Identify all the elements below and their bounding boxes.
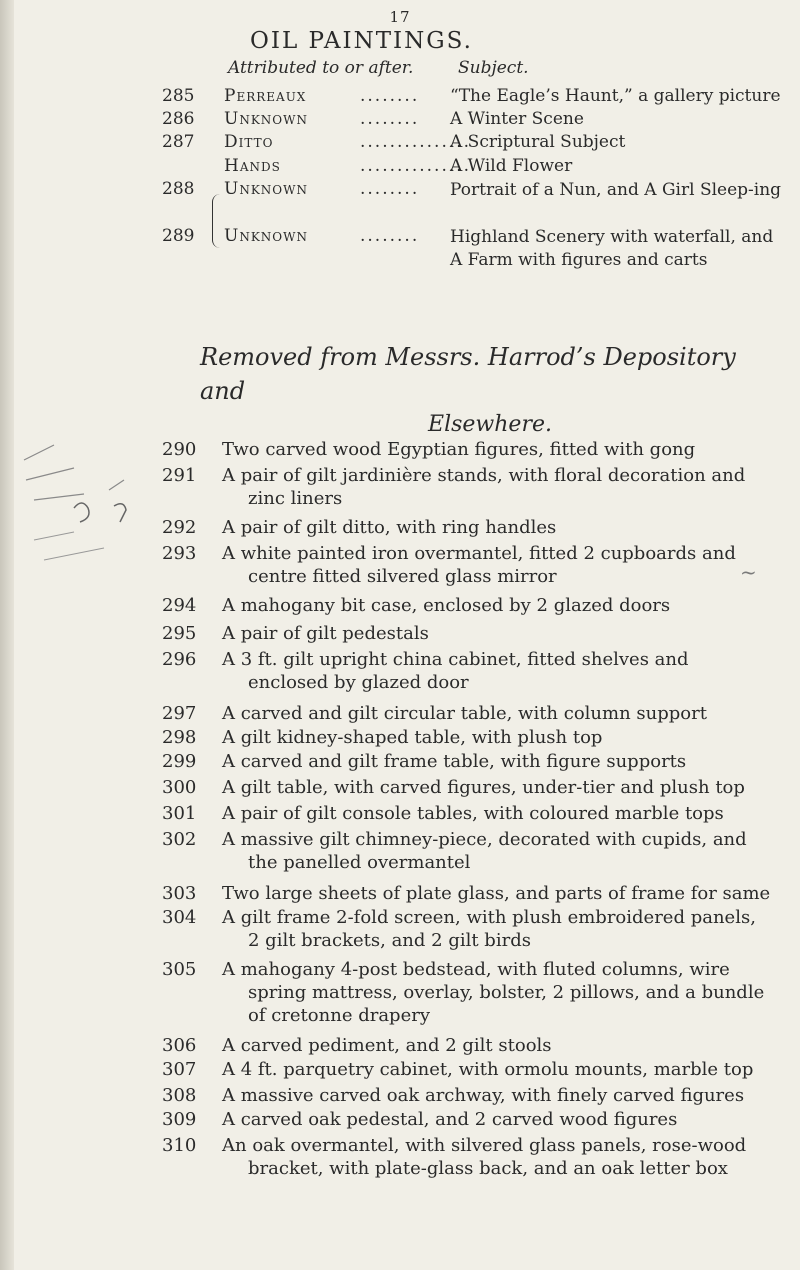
description-line: A white painted iron overmantel, fitted 2 cupboards and (222, 543, 736, 564)
leader-dots: ........ (360, 109, 420, 129)
artist-name: Unknown (224, 109, 308, 129)
lot-number: 286 (162, 109, 195, 129)
description-line: spring mattress, overlay, bolster, 2 pillows, and a bundle (248, 982, 765, 1003)
artist-name: Hands (224, 156, 281, 176)
leader-dots: ............... (360, 156, 472, 176)
lot-number: 287 (162, 132, 195, 152)
lot-number: 310 (162, 1135, 197, 1156)
lot-number: 291 (162, 465, 197, 486)
description-line: bracket, with plate-glass back, and an oak letter box (248, 1158, 728, 1179)
lot-description (222, 906, 782, 952)
description-line: A gilt kidney-shaped table, with plush top (222, 727, 603, 748)
lot-number: 301 (162, 803, 197, 824)
lot-number: 298 (162, 727, 197, 748)
artist-name: Unknown (224, 226, 308, 246)
description-line: 2 gilt brackets, and 2 gilt birds (248, 930, 531, 951)
column-header-subject: Subject. (458, 58, 529, 78)
lot-number: 300 (162, 777, 197, 798)
artist-name: Unknown (224, 179, 308, 199)
painting-subject: A Winter Scene (450, 109, 584, 129)
painting-subject: “The Eagle’s Haunt,” a gallery picture (450, 86, 781, 106)
description-line: centre fitted silvered glass mirror (248, 566, 557, 587)
lot-number: 295 (162, 623, 197, 644)
lot-number: 303 (162, 883, 197, 904)
margin-sketch (14, 420, 154, 580)
lot-description (222, 438, 782, 461)
description-line: zinc liners (248, 488, 343, 509)
lot-number: 296 (162, 649, 197, 670)
description-line: Two carved wood Egyptian figures, fitted with gong (222, 439, 696, 460)
painting-subject: A Wild Flower (450, 156, 573, 176)
description-line: the panelled overmantel (248, 852, 471, 873)
lot-description (222, 516, 782, 539)
lot-number: 302 (162, 829, 197, 850)
description-line: A carved pediment, and 2 gilt stools (222, 1035, 552, 1056)
lot-number: 307 (162, 1059, 197, 1080)
description-line: A carved and gilt frame table, with figure supports (222, 751, 687, 772)
lot-number: 309 (162, 1109, 197, 1130)
page-number: 17 (389, 8, 411, 26)
description-line: A 4 ft. parquetry cabinet, with ormolu mounts, marble top (222, 1059, 754, 1080)
lot-number: 294 (162, 595, 197, 616)
lot-description (222, 1134, 782, 1180)
section-heading-line: Elsewhere. (428, 412, 552, 437)
lot-description (222, 726, 782, 749)
description-line: enclosed by glazed door (248, 672, 469, 693)
lot-number: 305 (162, 959, 197, 980)
lot-description (222, 750, 782, 773)
description-line: Two large sheets of plate glass, and parts of frame for same (222, 883, 771, 904)
column-header-attributed: Attributed to or after. (228, 58, 414, 78)
lot-number: 306 (162, 1035, 197, 1056)
lot-number: 297 (162, 703, 197, 724)
lot-description (222, 1034, 782, 1057)
lot-number: 304 (162, 907, 197, 928)
lot-number: 289 (162, 226, 195, 246)
leader-dots: ........ (360, 226, 420, 246)
artist-name: Perreaux (224, 86, 307, 106)
painting-subject: Portrait of a Nun, and A Girl Sleep-ing (450, 180, 782, 200)
lot-number: 293 (162, 543, 197, 564)
description-line: A pair of gilt console tables, with coloured marble tops (222, 803, 724, 824)
lot-description (222, 802, 782, 825)
lot-number: 292 (162, 517, 197, 538)
lot-description (222, 776, 782, 799)
page-title: OIL PAINTINGS. (250, 28, 473, 54)
page-edge (0, 0, 14, 1270)
lot-number: 308 (162, 1085, 197, 1106)
description-line: A mahogany 4-post bedstead, with fluted columns, wire (222, 959, 730, 980)
lot-number: 288 (162, 179, 195, 199)
lot-description (222, 1108, 782, 1131)
lot-description (222, 702, 782, 725)
painting-subject: Highland Scenery with waterfall, and A Farm with figures and carts (450, 227, 774, 270)
description-line: A mahogany bit case, enclosed by 2 glazed doors (222, 595, 671, 616)
description-line: A carved and gilt circular table, with column support (222, 703, 707, 724)
leader-dots: ........ (360, 179, 420, 199)
lot-number: 285 (162, 86, 195, 106)
lot-description (222, 828, 782, 874)
lot-description (222, 622, 782, 645)
brace-mark (212, 194, 221, 248)
lot-description (222, 882, 782, 905)
description-line: A carved oak pedestal, and 2 carved wood figures (222, 1109, 678, 1130)
description-line: A pair of gilt ditto, with ring handles (222, 517, 557, 538)
description-line: An oak overmantel, with silvered glass panels, rose-wood (222, 1135, 747, 1156)
description-line: A gilt frame 2-fold screen, with plush embroidered panels, (222, 907, 756, 928)
lot-description (222, 1084, 782, 1107)
lot-description (222, 464, 782, 510)
section-heading-line: Removed from Messrs. Harrod’s Depository and (200, 343, 736, 405)
leader-dots: ............... (360, 132, 472, 152)
lot-description (222, 1058, 782, 1081)
lot-number: 299 (162, 751, 197, 772)
leader-dots: ........ (360, 86, 420, 106)
description-line: A pair of gilt pedestals (222, 623, 429, 644)
description-line: A massive carved oak archway, with finely carved figures (222, 1085, 745, 1106)
lot-description (222, 542, 782, 588)
lot-description (222, 648, 782, 694)
lot-number: 290 (162, 439, 197, 460)
description-line: A massive gilt chimney-piece, decorated with cupids, and (222, 829, 747, 850)
lot-description (222, 958, 782, 1027)
lot-description (222, 594, 782, 617)
description-line: of cretonne drapery (248, 1005, 430, 1026)
description-line: A 3 ft. gilt upright china cabinet, fitted shelves and (222, 649, 689, 670)
artist-name: Ditto (224, 132, 274, 152)
painting-subject: A Scriptural Subject (450, 132, 626, 152)
margin-mark: ~ (740, 560, 757, 584)
description-line: A pair of gilt jardinière stands, with floral decoration and (222, 465, 746, 486)
description-line: A gilt table, with carved figures, under-tier and plush top (222, 777, 745, 798)
section-heading (200, 340, 780, 442)
